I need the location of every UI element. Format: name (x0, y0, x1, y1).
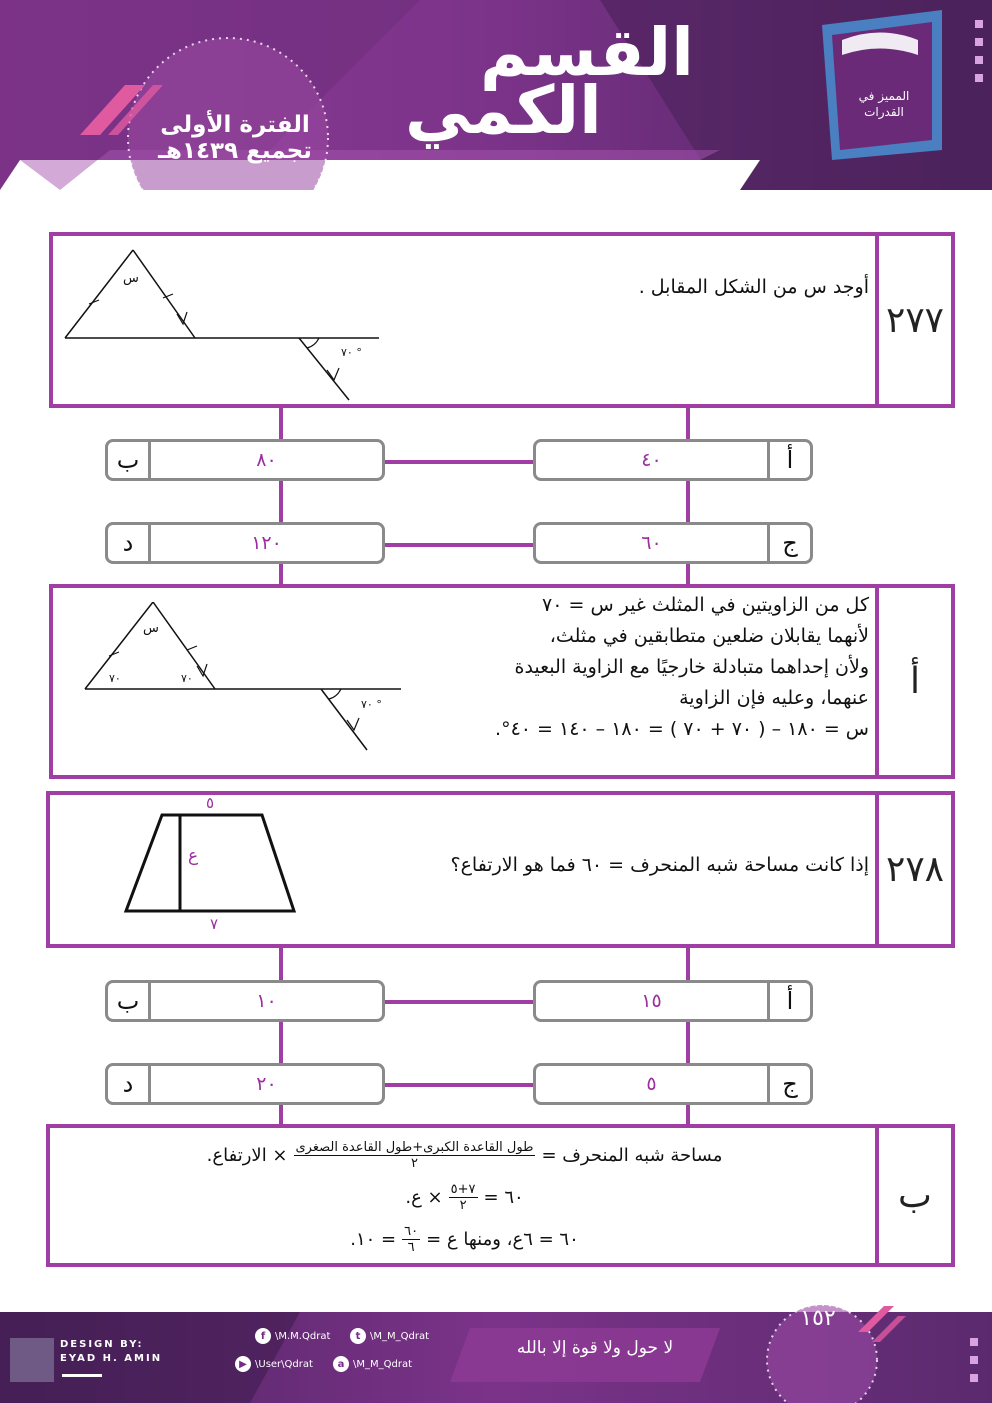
question-277-text: أوجد س من الشكل المقابل . (638, 276, 869, 298)
option-value: ٨٠ (256, 449, 277, 471)
sol277-figure-x: س (143, 621, 159, 636)
period-title (135, 112, 335, 165)
option-letter: ج (782, 529, 798, 557)
connector (383, 1000, 536, 1004)
option-letter: ب (116, 987, 140, 1015)
designer-credit (60, 1338, 162, 1366)
q277-option-a[interactable] (533, 439, 813, 481)
option-letter: ب (116, 446, 140, 474)
q278-option-d[interactable] (105, 1063, 385, 1105)
question-277-answer-letter: أ (875, 588, 951, 775)
sol-text: × ع. (405, 1186, 443, 1208)
sol277-figure-left: ٧٠ (109, 672, 121, 685)
q278-option-c[interactable] (533, 1063, 813, 1105)
fraction-numerator: طول القاعدة الكبرى+طول القاعدة الصغرى (295, 1139, 534, 1155)
question-278-text: إذا كانت مساحة شبه المنحرف = ٦٠ فما هو الارتفاع؟ (450, 854, 869, 876)
question-277-solution (369, 590, 869, 745)
social-ask[interactable] (333, 1356, 412, 1372)
question-277-solution-box (49, 584, 955, 779)
solution-line: كل من الزاويتين في المثلث غير س = ٧٠ (542, 594, 869, 616)
solution-line (70, 1218, 859, 1260)
solution-line: ولأن إحداهما متبادلة خارجيًا مع الزاوية البعيدة (514, 656, 869, 678)
option-letter: أ (786, 446, 794, 474)
solution-line: س = ١٨٠ – ( ٧٠ + ٧٠ ) = ١٨٠ – ١٤٠ = ٤٠°. (495, 718, 869, 740)
solution-277-figure (83, 602, 413, 762)
social-handle: \M_M_Qdrat (370, 1330, 430, 1342)
social-handle: \User\Qdrat (255, 1358, 313, 1370)
option-letter: ج (782, 1070, 798, 1098)
page-number: ١٥٢ (800, 1306, 836, 1331)
twitter-icon: t (350, 1328, 366, 1344)
sol-text: × الارتفاع. (206, 1144, 288, 1166)
option-value: ٢٠ (256, 1073, 277, 1095)
sol-text: = ١٠. (350, 1228, 397, 1250)
sol277-figure-right: ٧٠ (181, 672, 193, 685)
option-letter: أ (786, 987, 794, 1015)
logo-text: المميز في القدرات (858, 89, 910, 119)
q278-option-a[interactable] (533, 980, 813, 1022)
footer-calligraphy: لا حول ولا قوة إلا بالله (516, 1338, 674, 1358)
period-line-1: الفترة الأولى (160, 112, 310, 138)
question-277-figure (59, 242, 399, 412)
q278-figure-bottom: ٧ (210, 915, 219, 933)
connector (383, 1083, 536, 1087)
title-line-2: الكمي (405, 72, 602, 149)
solution-line (70, 1134, 859, 1176)
fraction (449, 1182, 478, 1213)
question-278-solution (70, 1134, 859, 1260)
q277-option-c[interactable] (533, 522, 813, 564)
question-278-solution-box (46, 1124, 955, 1267)
fraction-numerator: ٧+٥ (450, 1181, 476, 1197)
question-277-box (49, 232, 955, 408)
page-header (0, 0, 992, 190)
option-divider (767, 983, 770, 1019)
sol-text: ٦٠ = ٦ع، ومنها ع = (426, 1228, 579, 1250)
question-278-box (46, 791, 955, 948)
sol-text: مساحة شبه المنحرف = (541, 1144, 723, 1166)
q278-figure-height: ع (188, 846, 199, 866)
option-divider (767, 442, 770, 478)
page-footer (0, 1300, 992, 1403)
q277-figure-angle-label: ٧٠ ° (341, 346, 362, 359)
q277-option-d[interactable] (105, 522, 385, 564)
fraction-denominator: ٦ (407, 1239, 415, 1255)
option-letter: د (122, 529, 134, 557)
social-handle: \M.M.Qdrat (275, 1330, 331, 1342)
social-facebook[interactable] (255, 1328, 330, 1344)
question-278-number: ٢٧٨ (875, 795, 951, 944)
fraction-denominator: ٢ (410, 1155, 418, 1171)
option-letter: د (122, 1070, 134, 1098)
option-divider (767, 525, 770, 561)
title-line-1: القسم (480, 14, 694, 91)
question-278-trapezoid-figure (110, 793, 330, 943)
social-handle: \M_M_Qdrat (353, 1358, 413, 1370)
fraction-denominator: ٢ (459, 1197, 467, 1213)
q277-option-b[interactable] (105, 439, 385, 481)
design-by-label: DESIGN BY: (60, 1339, 144, 1350)
period-line-2: تجميع ١٤٣٩هـ (158, 138, 312, 165)
option-value: ١٢٠ (251, 532, 282, 554)
ask-icon: a (333, 1356, 349, 1372)
fraction-numerator: ٦٠ (404, 1223, 419, 1239)
option-divider (767, 1066, 770, 1102)
q278-option-b[interactable] (105, 980, 385, 1022)
fraction (294, 1140, 536, 1171)
solution-line: عنهما، وعليه فإن الزاوية (679, 687, 869, 709)
fraction (402, 1224, 420, 1255)
option-value: ١٥ (641, 990, 662, 1012)
youtube-icon: ▶ (235, 1356, 251, 1372)
option-value: ٥ (646, 1073, 657, 1095)
solution-line (70, 1176, 859, 1218)
question-277-number: ٢٧٧ (875, 236, 951, 404)
designer-name: EYAD H. AMIN (60, 1353, 163, 1364)
option-value: ١٠ (256, 990, 277, 1012)
facebook-icon: f (255, 1328, 271, 1344)
sol277-figure-angle: ٧٠ ° (361, 698, 382, 711)
connector (383, 460, 536, 464)
solution-line: لأنهما يقابلان ضلعين متطابقين في مثلث، (549, 625, 869, 647)
sol-text: ٦٠ = (483, 1186, 524, 1208)
q277-figure-x-label: س (123, 271, 139, 286)
question-278-answer-letter: ب (875, 1128, 951, 1263)
option-value: ٤٠ (641, 449, 662, 471)
social-twitter[interactable] (350, 1328, 429, 1344)
connector (383, 543, 536, 547)
q278-figure-top: ٥ (206, 794, 215, 812)
option-value: ٦٠ (641, 532, 662, 554)
social-youtube[interactable] (235, 1356, 313, 1372)
